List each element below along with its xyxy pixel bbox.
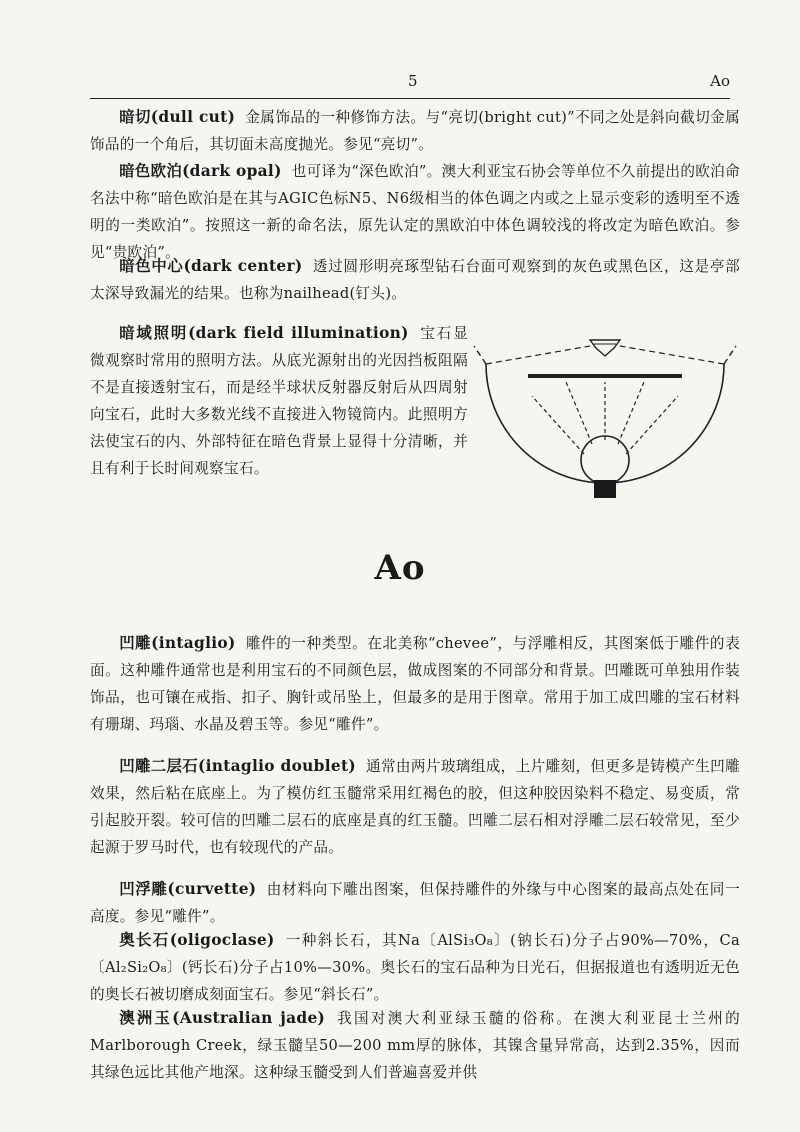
entry-text: 我国对澳大利亚绿玉髓的俗称。在澳大利亚昆士兰州的Marlborough Creek，绿玉髓呈50—200 mm厚的脉体，其镍含量异常高，达到2.35%，因而其绿色远比其他产地深。这种绿玉髓受到人们普遍喜爱并供: [90, 1010, 741, 1081]
page-header: [90, 72, 730, 99]
entry-dark-field-illumination: [90, 320, 468, 482]
section-heading: Ao: [374, 548, 426, 588]
light-stop-baffle: [528, 374, 682, 378]
entry-text: 通常由两片玻璃组成，上片雕刻，但更多是铸模产生凹雕效果，然后粘在底座上。为了模仿红玉髓常采用红褐色的胶，但这种胶因染料不稳定、易变质，常引起胶开裂。较可信的凹雕二层石的底座是真的红玉髓。凹雕二层石相对浮雕二层石较常见，至少起源于罗马时代，也有较现代的产品。: [90, 758, 740, 856]
entry-text: 宝石显微观察时常用的照明方法。从底光源射出的光因挡板阻隔不是直接透射宝石，而是经半球状反射器反射后从四周射向宝石，此时大多数光线不直接进入物镜筒内。此照明方法使宝石的内、外部特征在暗色背景上显得十分清晰，并且有利于长时间观察宝石。: [90, 325, 468, 477]
entry-dark-center: [90, 253, 740, 307]
entry-term: 暗切(dull cut): [119, 108, 236, 126]
entry-text: 金属饰品的一种修饰方法。与“亮切(bright cut)”不同之处是斜向截切金属饰品的一个角后，其切面未高度抛光。参见“亮切”。: [90, 109, 740, 153]
entry-dark-opal: [90, 158, 740, 266]
light-ray: [532, 396, 584, 454]
reflector-rim-left: [474, 346, 486, 364]
entry-term: 暗色欧泊(dark opal): [119, 162, 282, 180]
light-source-bulb: [581, 436, 629, 484]
entry-australian-jade: [90, 1005, 740, 1086]
entry-term: 凹浮雕(curvette): [119, 880, 257, 898]
entry-intaglio-doublet: [90, 753, 740, 861]
bulb-base: [594, 480, 616, 498]
reflector-top-left: [486, 346, 590, 364]
entry-text: 也可译为“深色欧泊”。澳大利亚宝石协会等单位不久前提出的欧泊命名法中称“暗色欧泊是在其与AGIC色标N5、N6级相当的体色调之内或之上显示变彩的透明至不透明的一类欧泊”。按照这一新的命名法，原先认定的黑欧泊中体色调较浅的将改定为暗色欧泊。参见“贵欧泊”。: [90, 163, 740, 261]
entry-text: 透过圆形明亮琢型钻石台面可观察到的灰色或黑色区，这是亭部太深导致漏光的结果。也称为nailhead(钉头)。: [90, 258, 740, 302]
gemstone: [590, 340, 620, 356]
reflector-top-right: [620, 346, 724, 364]
entry-oligoclase: [90, 927, 740, 1008]
entry-term: 凹雕二层石(intaglio doublet): [119, 757, 356, 775]
entry-text: 一种斜长石，其Na〔AlSi₃O₈〕(钠长石)分子占90%—70%，Ca〔Al₂Si₂O₈〕(钙长石)分子占10%—30%。奥长石的宝石品种为日光石，但据报道也有透明近无色的奥长石被切磨成刻面宝石。参见“斜长石”。: [90, 932, 740, 1003]
dark-field-illumination-diagram: [470, 318, 740, 500]
page-number: 5: [408, 72, 418, 90]
entry-term: 暗色中心(dark center): [119, 257, 303, 275]
entry-term: 澳洲玉(Australian jade): [119, 1009, 326, 1027]
entry-curvette: [90, 876, 740, 930]
light-ray: [618, 382, 644, 444]
entry-text: 由材料向下雕出图案，但保持雕件的外缘与中心图案的最高点处在同一高度。参见“雕件”。: [90, 881, 740, 925]
entry-term: 奥长石(oligoclase): [119, 931, 275, 949]
entry-term: 暗域照明(dark field illumination): [119, 324, 409, 342]
light-ray: [626, 396, 678, 454]
light-ray: [566, 382, 592, 444]
running-head: Ao: [710, 72, 730, 90]
entry-text: 雕件的一种类型。在北美称“chevee”，与浮雕相反，其图案低于雕件的表面。这种雕件通常也是利用宝石的不同颜色层，做成图案的不同部分和背景。凹雕既可单独用作装饰品，也可镶在戒指、扣子、胸针或吊坠上，但最多的是用于图章。常用于加工成凹雕的宝石材料有珊瑚、玛瑙、水晶及碧玉等。参见“雕件”。: [90, 635, 740, 733]
entry-dull-cut: [90, 104, 740, 158]
entry-term: 凹雕(intaglio): [119, 634, 236, 652]
entry-intaglio: [90, 630, 740, 738]
reflector-rim-right: [724, 346, 736, 364]
